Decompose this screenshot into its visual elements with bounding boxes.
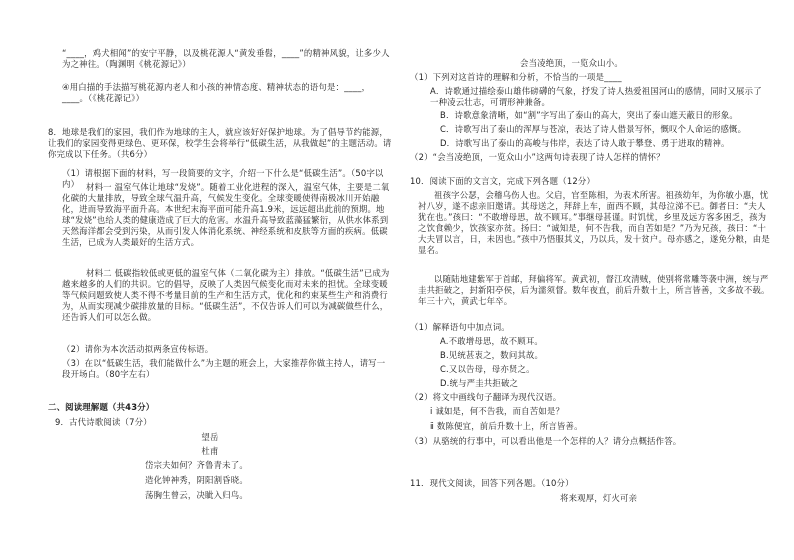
classical-passage-2: 以随陆地建紫军于首邮，拜偏将军。黄武初，督江攻清贼，使别将常雕等袭中洲，统与严圭共拒破之，封新阳亭侯，后为濡须督。数年夜直，前后升数十上，所言皆善，文多故不载。年三十六，黄武七年卒。 — [418, 274, 770, 306]
question-9-1: （1）下列对这首诗的理解和分析，不恰当的一项是____ — [410, 72, 622, 82]
poem-line: 造化钟神秀，阴阳割昏晓。 — [145, 475, 248, 485]
translate-i: ⅰ 诚如是，何不告我，而自苦如是？ — [430, 406, 565, 416]
poem-line: 会当凌绝顶，一览众山小。 — [520, 58, 623, 68]
poem-line: 荡胸生曾云，决眦入归鸟。 — [145, 490, 248, 500]
item-b: B.见统甚衷之，数问其故。 — [440, 350, 544, 360]
translate-ii: ⅱ 数陈便宜，前后升数十上，所言皆善。 — [430, 421, 583, 431]
material-1: 材料一 温室气体让地球“发烧”。随着工业化进程的深入，温室气体，主要是二氧化碳的大量排放，导致全球气温升高，气候发生变化。全球变暖使得南极冰川开始融化，进而导致海平面升高。本世纪末海平面可能升高1.9米，远远超出此前的预期。地球“发烧”也给人类的健康造成了巨大的危害。水温升高导致蓝藻猛繁衍，从供水体系到天然海洋都会受到污染，从而引发人体消化系统、神经系统和皮肤等方面的疾病。低碳生活，已成为人类最好的生活方式。 — [62, 182, 390, 247]
question-8-1: （1）请根据下面的材料，写一段简要的文字，介绍一下什么是“低碳生活”。（50字以内） — [62, 168, 384, 189]
question-10-3: （3）从骆统的行事中，可以看出他是一个怎样的人？请分点概括作答。 — [410, 436, 682, 446]
option-c: C．诗歌写出了泰山的浑厚与苍凉，表达了诗人借景写怀，慨叹个人命运的感慨。 — [440, 124, 747, 134]
classical-passage-1: 祖孩字公瑟，会稽乌伤人也。父启，官至陈相，为表术所害。祖孩幼年，为你敏小惠，忧衬八岁，遂不虑亲旧邀请。其母送之，拜辞上车，面西不顾，其母泣涕不已。御者曰：“夫人犹在也。”孩曰：“不敢增母思，故不顾耳。”事继母甚谨。时饥忧，乡里及远方客多困乏，孩为之饮食赖少，饮孩家亦贫。扬曰：“诚知是，何不告我，而自苦如是？”乃为兄孩，孩曰：“十大夫冒以言，日，未因也。”孩中乃悟服其义，乃以兵，发十贫户。母亦感之，遂免分粮，由是显名。 — [418, 190, 770, 255]
poem-title: 望岳 — [201, 432, 219, 442]
option-b: B．诗歌意象清晰，如“割”字写出了泰山的高大，突出了泰山遮天蔽日的形象。 — [440, 110, 738, 120]
question-11: 11．现代文阅读，回答下列各题。（10分） — [410, 478, 574, 488]
poem-line: 岱宗夫如何？齐鲁青未了。 — [145, 460, 248, 470]
question-9: 9．古代诗歌阅读（7分） — [55, 417, 152, 427]
article-title: 将来观厚，灯火可亲 — [560, 493, 638, 503]
paragraph: “____，鸡犬相闻”的安宁平静，以及桃花源人“黄发垂髫，____”的精神风貌，让多少人为之神往。（陶渊明《桃花源记》） — [62, 48, 390, 69]
question-10-2: （2）将文中画线句子翻译为现代汉语。 — [410, 392, 562, 402]
item-d: D.统与严圭共拒破之 — [440, 378, 519, 388]
question-8-2: （2）请你为本次活动拟两条宣传标语。 — [62, 344, 214, 354]
question-8-3: （3）在以“低碳生活，我们能做什么”为主题的班会上，大家推荐你做主持人，请写一段开场白。（80字左右） — [62, 358, 386, 379]
material-2: 材料二 低碳指较低或更低的温室气体（二氧化碳为主）排放。“低碳生活”已成为越来越多的人们的共识。它的倡导，反映了人类因气候变化而对未来的担忧。全球变暖等气候问题致使人类不得不考量目前的生产和生活方式，优化和约束某些生产和消费行为，从而实现减少碳排放量的目标。“低碳生活”，不仅告诉人们可以为减碳做些什么，还告诉人们可以怎么做。 — [62, 268, 390, 322]
item-a: A.不敢增母思，故不顾耳。 — [440, 336, 543, 346]
question-10: 10．阅读下面的文言文，完成下列各题（12分） — [410, 176, 596, 186]
question-9-2: （2）“会当凌绝顶，一览众山小”这两句诗表现了诗人怎样的情怀？ — [410, 152, 665, 162]
option-d: D．诗歌写出了泰山的高峻与伟岸，表达了诗人敢于攀登、勇于进取的精神。 — [440, 138, 730, 148]
poem-author: 杜甫 — [201, 446, 219, 456]
option-a: A．诗歌通过描绘泰山雄伟磅礴的气象，抒发了诗人热爱祖国河山的感情，同时又展示了一种凌云壮志，可谓形神兼备。 — [430, 86, 762, 107]
paragraph: ④用白描的手法描写桃花源内老人和小孩的神情态度、精神状态的语句是：____，____。（《桃花源记》） — [62, 82, 371, 103]
question-8: 8．地球是我们的家园，我们作为地球的主人，就应该好好保护地球。为了倡导节约能源，让我们的家园变得更绿色、更环保，校学生会将举行“低碳生活，从我做起”的主题活动。请你完成以下任务。（共6分） — [48, 127, 392, 159]
section-heading: 二、阅读理解题（共43分） — [48, 402, 155, 412]
question-10-1: （1）解释语句中加点词。 — [410, 322, 510, 332]
item-c: C.又以告母，母亦贤之。 — [440, 364, 535, 374]
